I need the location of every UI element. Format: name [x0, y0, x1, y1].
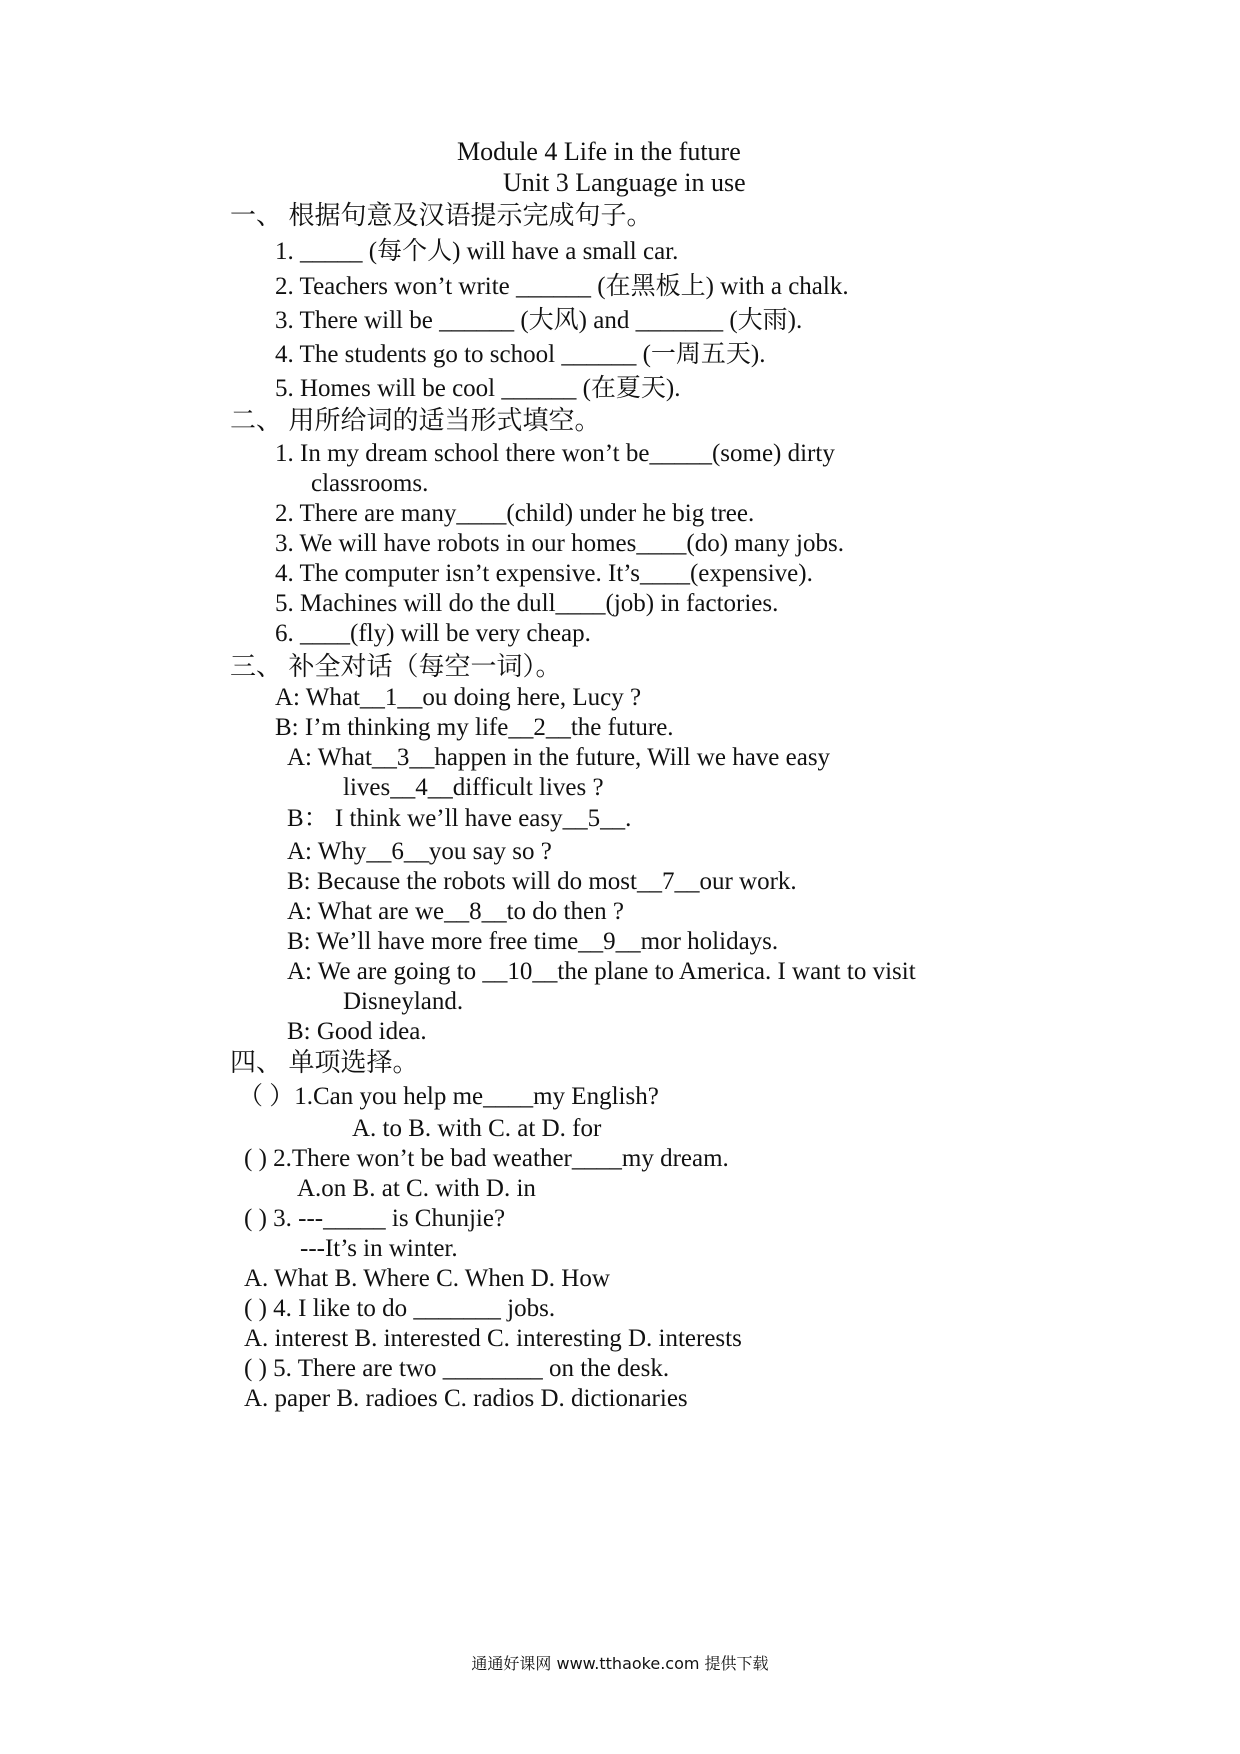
section-2-item: 6. ____(fly) will be very cheap.	[275, 620, 591, 647]
question-answer-line: ---It’s in winter.	[300, 1235, 458, 1262]
dialogue-line: B: Good idea.	[287, 1018, 427, 1045]
dialogue-line: B: Because the robots will do most__7__our work.	[287, 868, 797, 895]
section-2-item-continuation: classrooms.	[311, 470, 429, 497]
question-options: A.on B. at C. with D. in	[297, 1175, 536, 1202]
question-options: A. to B. with C. at D. for	[352, 1115, 602, 1142]
question-stem: ( ) 4. I like to do _______ jobs.	[244, 1295, 556, 1322]
dialogue-line-continuation: lives__4__difficult lives ?	[343, 774, 604, 801]
section-2-item: 4. The computer isn’t expensive. It’s____(expensive).	[275, 560, 813, 587]
section-1-item: 1. _____ (每个人) will have a small car.	[275, 238, 679, 265]
footer-download-note: 通通好课网 www.tthaoke.com 提供下载	[471, 1654, 769, 1673]
question-options: A. interest B. interested C. interesting D. interests	[244, 1325, 742, 1352]
question-stem: ( ) 2.There won’t be bad weather____my dream.	[244, 1145, 729, 1172]
dialogue-line-continuation: Disneyland.	[343, 988, 464, 1015]
dialogue-line: B: I’m thinking my life__2__the future.	[275, 714, 674, 741]
section-3-heading: 三、 补全对话（每空一词）。	[230, 652, 562, 681]
section-2-item: 2. There are many____(child) under he big tree.	[275, 500, 755, 527]
section-4-heading: 四、 单项选择。	[230, 1048, 419, 1077]
section-1-heading: 一、 根据句意及汉语提示完成句子。	[230, 201, 653, 230]
dialogue-line: A: What__1__ou doing here, Lucy ?	[275, 684, 642, 711]
page-title: Module 4 Life in the future	[457, 137, 741, 166]
section-2-item: 5. Machines will do the dull____(job) in factories.	[275, 590, 779, 617]
dialogue-line: B: We’ll have more free time__9__mor holidays.	[287, 928, 779, 955]
dialogue-line: A: Why__6__you say so ?	[287, 838, 552, 865]
section-2-heading: 二、 用所给词的适当形式填空。	[230, 406, 601, 435]
dialogue-line: A: What are we__8__to do then ?	[287, 898, 624, 925]
question-stem: （ ）1.Can you help me____my English?	[238, 1083, 659, 1110]
section-2-item: 1. In my dream school there won’t be_____(some) dirty	[275, 440, 835, 467]
page-subtitle: Unit 3 Language in use	[503, 168, 746, 197]
dialogue-line: A: We are going to __10__the plane to America. I want to visit	[287, 958, 916, 985]
dialogue-line: A: What__3__happen in the future, Will we have easy	[287, 744, 831, 771]
section-1-item: 5. Homes will be cool ______ (在夏天).	[275, 375, 681, 402]
section-1-item: 3. There will be ______ (大风) and _______ (大雨).	[275, 307, 803, 334]
question-stem: ( ) 5. There are two ________ on the desk.	[244, 1355, 670, 1382]
dialogue-line: B： I think we’ll have easy__5__.	[287, 805, 632, 832]
question-options: A. What B. Where C. When D. How	[244, 1265, 610, 1292]
section-1-item: 4. The students go to school ______ (一周五天).	[275, 341, 766, 368]
question-stem: ( ) 3. ---_____ is Chunjie?	[244, 1205, 506, 1232]
section-1-item: 2. Teachers won’t write ______ (在黑板上) with a chalk.	[275, 273, 849, 300]
section-2-item: 3. We will have robots in our homes____(do) many jobs.	[275, 530, 844, 557]
question-options: A. paper B. radioes C. radios D. dictionaries	[244, 1385, 688, 1412]
